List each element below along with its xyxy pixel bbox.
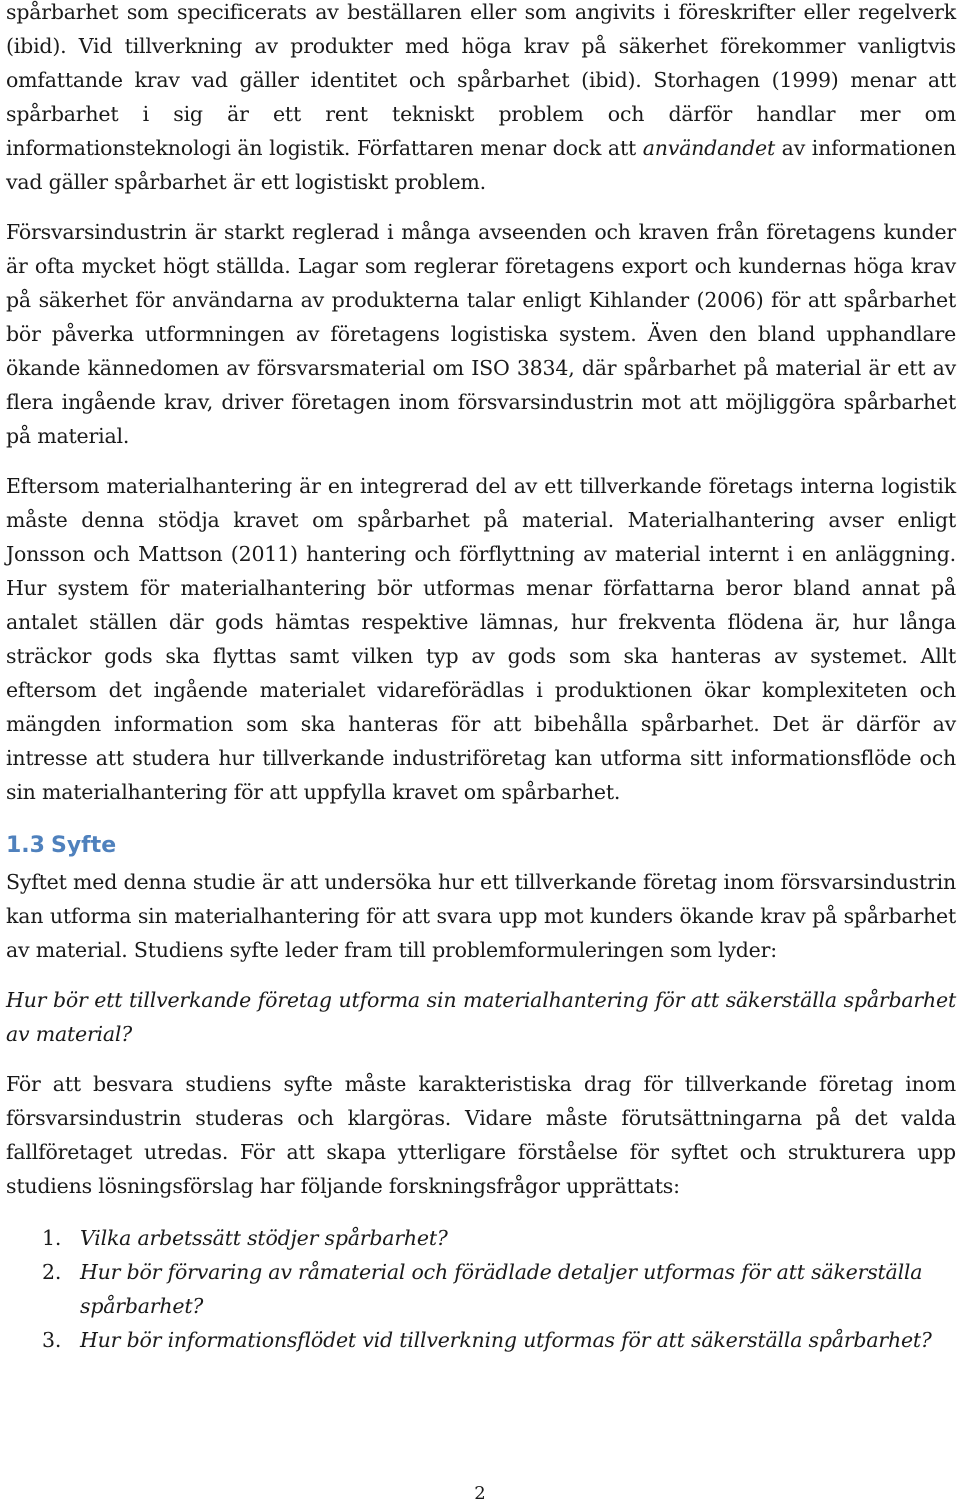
- paragraph-text: av informationen vad gäller spårbarhet är ett logistiskt problem.: [6, 136, 956, 194]
- section-title: Syfte: [50, 833, 117, 858]
- research-question-item: [6, 1221, 956, 1255]
- research-question-text: Hur bör informationsflödet vid tillverkning utformas för att säkerställa spårbarhet?: [80, 1328, 932, 1352]
- list-marker: 3.: [42, 1328, 62, 1352]
- research-questions-list: [6, 1221, 956, 1357]
- section-heading: [6, 829, 956, 863]
- paragraph-traceability-intro: [6, 0, 956, 199]
- research-question-text: Hur bör förvaring av råmaterial och förädlade detaljer utformas för att säkerställa spårbarhet?: [80, 1260, 923, 1318]
- paragraph-research-intro: För att besvara studiens syfte måste karakteristiska drag för tillverkande företag inom försvarsindustrin studeras och klargöras. Vidare måste förutsättningarna på det valda fallföretaget utredas. För att skapa ytterligare förståelse för syftet och strukturera upp studiens lösningsförslag har följande forskningsfrågor upprättats:: [6, 1072, 956, 1198]
- emphasis-text: användandet: [642, 136, 775, 160]
- paragraph-text: spårbarhet som specificerats av beställaren eller som angivits i föreskrifter eller regelverk (ibid). Vid tillverkning av produkter med höga krav på säkerhet förekommer vanligtvis omfattande krav vad gäller identitet och spårbarhet (ibid). Storhagen (1999) menar att spårbarhet i sig är ett rent tekniskt problem och därför handlar mer om informationsteknologi än logistik. Författaren menar dock att: [6, 0, 956, 160]
- research-question-item: [6, 1323, 956, 1357]
- paragraph-defense-industry: Försvarsindustrin är starkt reglerad i många avseenden och kraven från företagens kunder är ofta mycket högt ställda. Lagar som reglerar företagens export och kundernas höga krav på säkerhet för användarna av produkterna talar enligt Kihlander (2006) för att spårbarhet bör påverka utformningen av företagens logistiska system. Även den bland upphandlare ökande kännedomen av försvarsmaterial om ISO 3834, där spårbarhet på material är ett av flera ingående krav, driver företagen inom försvarsindustrin mot att möjliggöra spårbarhet på material.: [6, 220, 956, 448]
- list-marker: 2.: [42, 1260, 62, 1284]
- page-number: 2: [474, 1483, 486, 1504]
- section-number: 1.3: [6, 833, 45, 858]
- paragraph-material-handling: Eftersom materialhantering är en integrerad del av ett tillverkande företags interna logistik måste denna stödja kravet om spårbarhet på material. Materialhantering avser enligt Jonsson och Mattson (2011) hantering och förflyttning av material internt i en anläggning. Hur system för materialhantering bör utformas menar författarna beror bland annat på antalet ställen där gods hämtas respektive lämnas, hur frekventa flödena är, hur långa sträckor gods ska flyttas samt vilken typ av gods som ska hanteras av systemet. Allt eftersom det ingående materialet vidareförädlas i produktionen ökar komplexiteten och mängden information som ska hanteras för att bibehålla spårbarhet. Det är därför av intresse att studera hur tillverkande industriföretag kan utforma sitt informationsflöde och sin materialhantering för att uppfylla kravet om spårbarhet.: [6, 474, 956, 804]
- list-marker: 1.: [42, 1226, 62, 1250]
- research-question-item: [6, 1255, 956, 1323]
- problem-statement: Hur bör ett tillverkande företag utforma sin materialhantering för att säkerställa spårbarhet av material?: [6, 988, 956, 1046]
- research-question-text: Vilka arbetssätt stödjer spårbarhet?: [80, 1226, 448, 1250]
- paragraph-purpose: Syftet med denna studie är att undersöka hur ett tillverkande företag inom försvarsindustrin kan utforma sin materialhantering för att svara upp mot kunders ökande krav på spårbarhet av material. Studiens syfte leder fram till problemformuleringen som lyder:: [6, 870, 956, 962]
- document-page: [6, 0, 956, 1357]
